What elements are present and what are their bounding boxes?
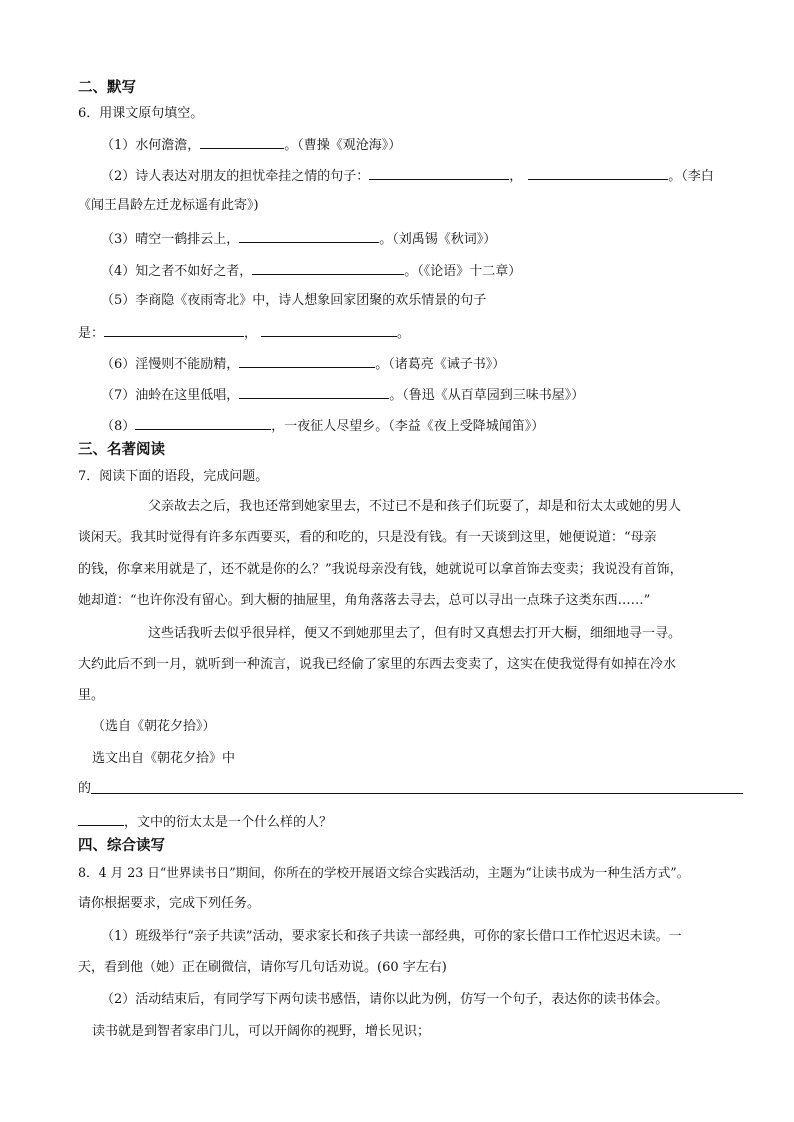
answer-blank[interactable] [200,135,284,149]
passage-source: （选自《朝花夕拾》） [92,719,216,734]
answer-blank[interactable] [252,261,404,275]
q7-question-line-2: 的 [78,781,92,796]
answer-blank[interactable] [78,812,124,826]
section-heading-classic-reading: 三、名著阅读 [78,442,165,458]
q6-item-2-source: 《闻王昌龄左迁龙标遥有此寄》) [78,198,259,213]
answer-blank[interactable] [239,354,375,368]
q6-item-5-answer: 是： ， 。 [78,323,410,343]
q6-item-5: （5）李商隐《夜雨寄北》中，诗人想象回家团聚的欢乐情景的句子 [101,293,487,308]
passage-line: 的钱，你拿来用就是了，还不就是你的么？”我说母亲没有钱，她就说可以拿首饰去变卖；我说没有首饰， [78,562,683,577]
task-2: （2）活动结束后，有同学写下两句读书感悟，请你以此为例，仿写一个句子，表达你的读书体会。 [101,992,669,1007]
answer-blank[interactable] [239,385,389,399]
passage-line: 里。 [78,688,105,703]
passage-line: 谈闲天。我其时觉得有许多东西要买，看的和吃的，只是没有钱。有一天谈到这里，她便说道：“母亲 [78,530,657,545]
answer-blank[interactable] [104,323,244,337]
passage-line: 她却道：“也许你没有留心。到大橱的抽屉里，角角落落去寻去，总可以寻出一点珠子这类东西……” [78,593,651,608]
section-heading-dictation: 二、默写 [78,80,136,96]
q6-item-8: （8） ，一夜征人尽望乡。（李益《夜上受降城闻笛》） [101,416,544,436]
answer-blank-long[interactable] [91,793,743,794]
answer-blank[interactable] [528,166,668,180]
question-7-stem: 7．阅读下面的语段，完成问题。 [78,469,269,484]
passage-line: 父亲故去之后，我也还常到她家里去，不过已不是和孩子们玩耍了，却是和衍太太或她的男人 [148,499,682,514]
q6-item-7: （7）油蛉在这里低唱， 。（鲁迅《从百草园到三味书屋》） [101,385,584,405]
q6-item-4: （4）知之者不如好之者， 。（《论语》十二章） [101,261,521,281]
passage-line: 大约此后不到一月，就听到一种流言，说我已经偷了家里的东西去变卖了，这实在使我觉得有如掉在冷水 [78,657,677,672]
answer-blank[interactable] [135,416,271,430]
question-6-stem: 6．用课文原句填空。 [78,106,204,121]
task-2-example: 读书就是到智者家串门儿，可以开阔你的视野，增长见识； [92,1024,431,1039]
q7-question-line-1: 选文出自《朝花夕拾》中 [92,751,236,766]
task-1-line-1: （1）班级举行“亲子共读”活动，要求家长和孩子共读一部经典，可你的家长借口工作忙迟迟未读。一 [101,929,682,944]
answer-blank[interactable] [369,166,509,180]
q6-item-3: （3）晴空一鹤排云上， 。（刘禹锡《秋词》） [101,229,496,249]
q6-item-2: （2）诗人表达对朋友的担忧牵挂之情的句子： ， 。（李白 [101,166,714,186]
section-heading-integrated-writing: 四、综合读写 [78,838,165,854]
q6-item-6: （6）淫慢则不能励精， 。（诸葛亮《诫子书》） [101,354,505,374]
q7-question-line-3: ，文中的衍太太是一个什么样的人？ [78,812,332,832]
answer-blank[interactable] [239,229,379,243]
question-8-line-1: 8．4 月 23 日“世界读书日”期间，你所在的学校开展语文综合实践活动，主题为“让读书成为一种生活方式”。 [78,865,690,880]
passage-line: 这些话我听去似乎很异样，便又不到她那里去了，但有时又真想去打开大橱，细细地寻一寻。 [148,626,682,641]
q6-item-1: （1）水何澹澹， 。（曹操《观沧海》） [101,135,401,155]
answer-blank[interactable] [261,323,397,337]
question-8-line-2: 请你根据要求，完成下列任务。 [78,896,261,911]
task-1-line-2: 天，看到他（她）正在刷微信，请你写几句话劝说。(60 字左右) [78,960,447,975]
